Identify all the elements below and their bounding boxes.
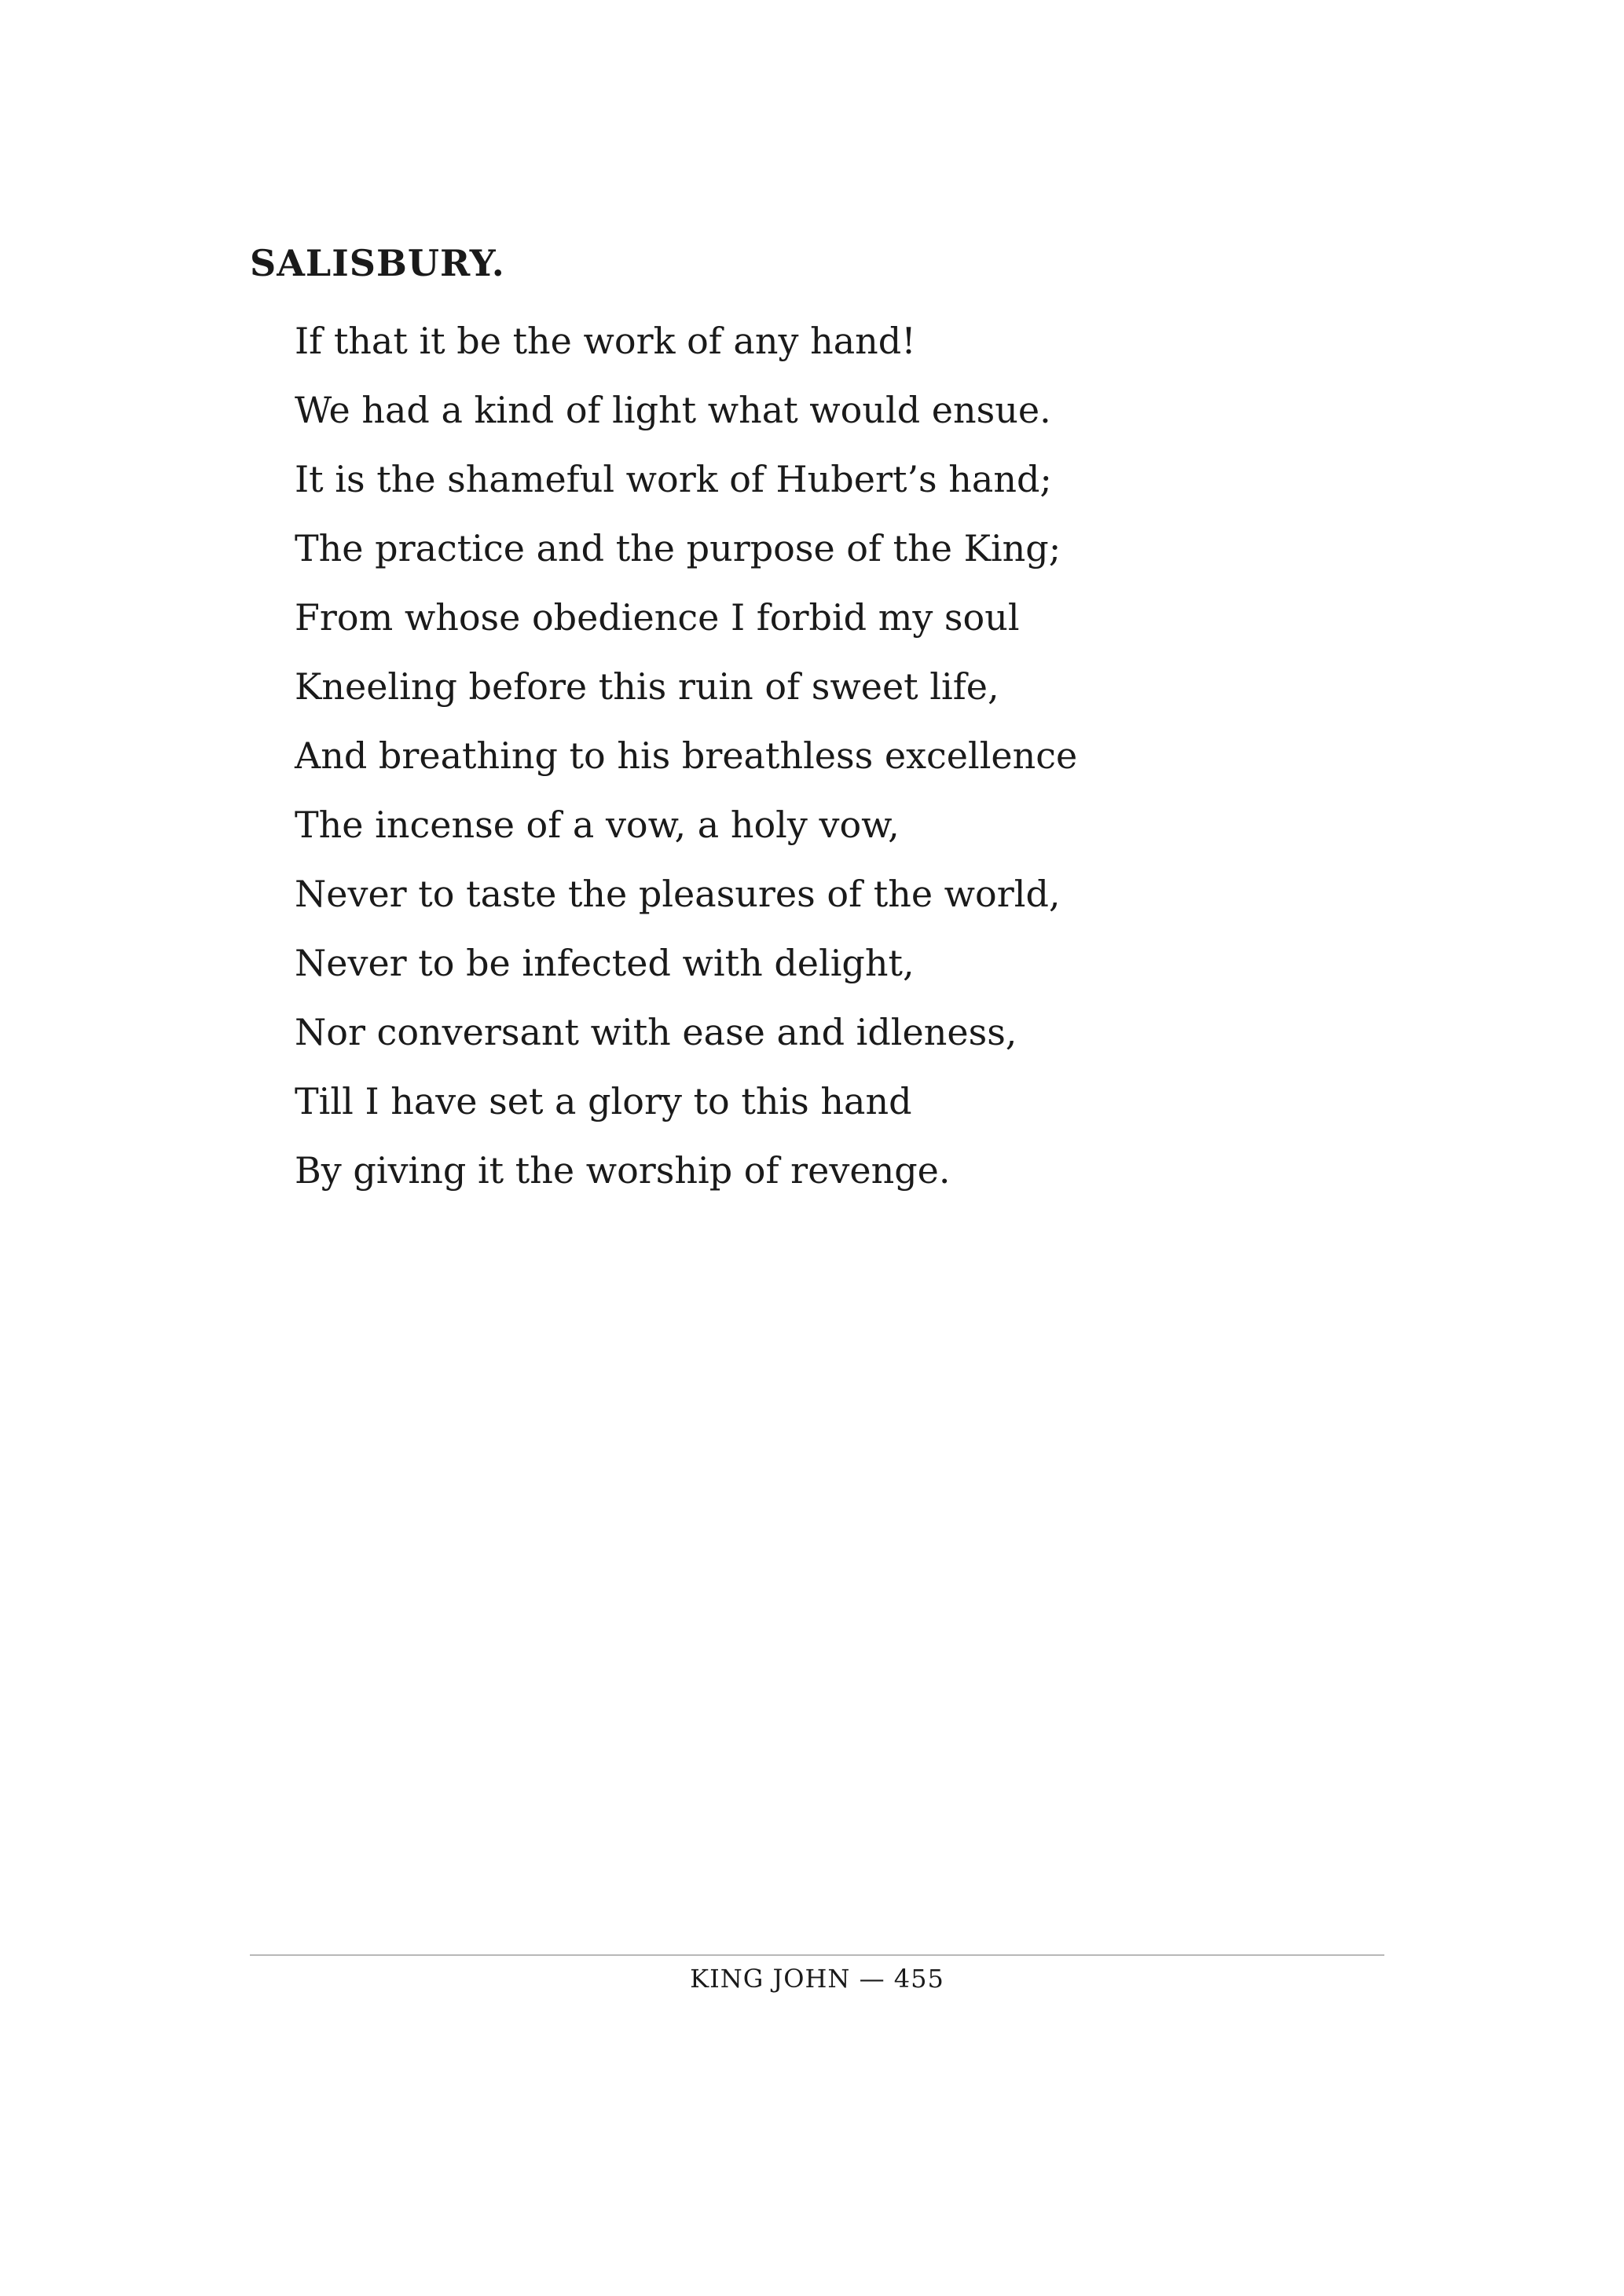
verse-line: By giving it the worship of revenge. (295, 1149, 951, 1192)
verse-line: And breathing to his breathless excellence (295, 734, 1078, 777)
verse-line: It is the shameful work of Hubert’s hand; (295, 458, 1052, 500)
verse-line: Never to taste the pleasures of the world, (295, 873, 1061, 915)
page-footer: KING JOHN — 455 (690, 1964, 944, 1994)
verse-line: Till I have set a glory to this hand (295, 1080, 912, 1122)
verse-line: The practice and the purpose of the King; (295, 527, 1061, 569)
verse-line: Kneeling before this ruin of sweet life, (295, 665, 999, 708)
verse-line: From whose obedience I forbid my soul (295, 596, 1020, 639)
verse-line: We had a kind of light what would ensue. (295, 389, 1051, 431)
verse-line: The incense of a vow, a holy vow, (295, 804, 900, 846)
footer-divider (250, 1954, 1384, 1956)
verse-line: If that it be the work of any hand! (295, 320, 916, 362)
speaker-name: SALISBURY. (250, 242, 505, 284)
verse-line: Nor conversant with ease and idleness, (295, 1011, 1017, 1053)
verse-line: Never to be infected with delight, (295, 942, 915, 984)
verse-lines (295, 306, 1077, 1205)
